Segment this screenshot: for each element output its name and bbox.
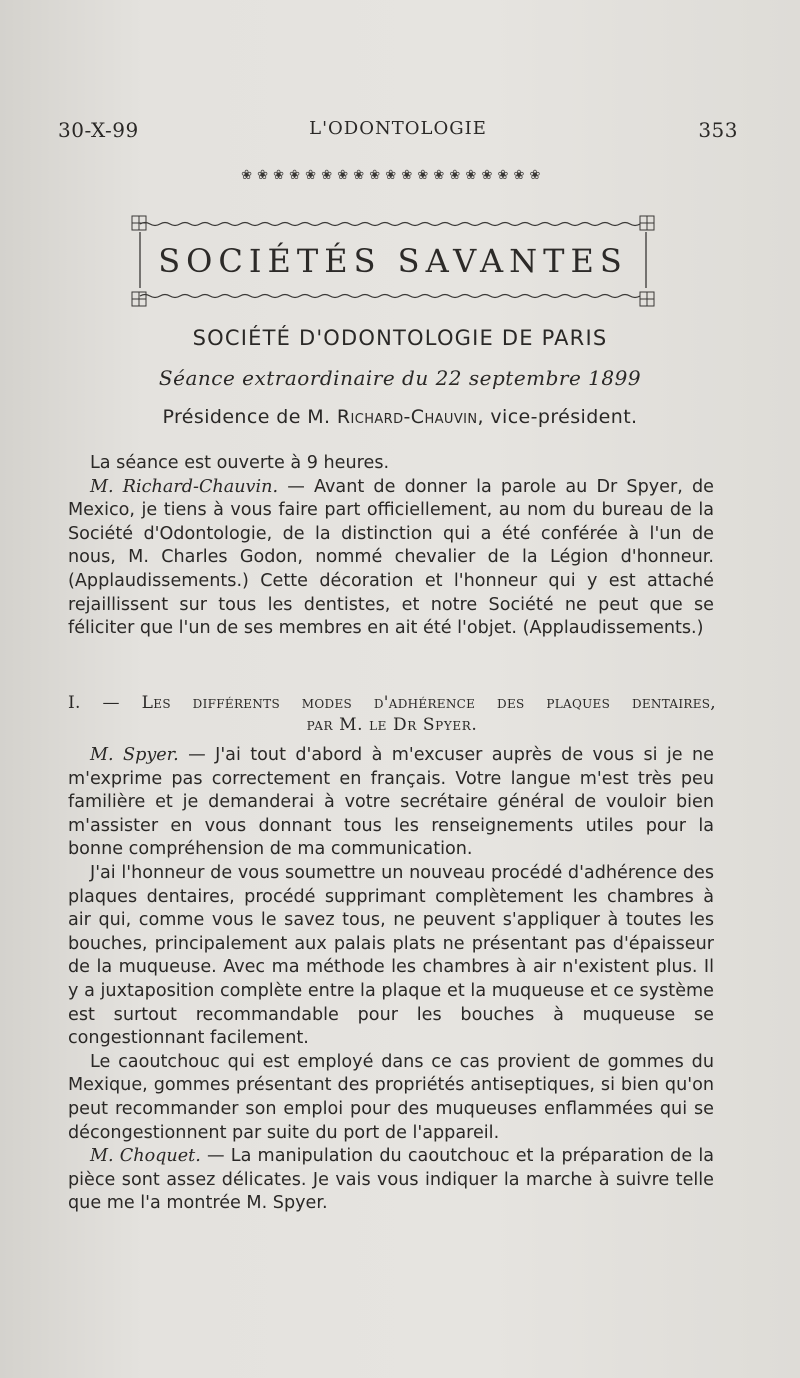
session-subtitle: Séance extraordinaire du 22 septembre 1899 [158,366,642,390]
speaker-name: M. Choquet. [90,1146,201,1167]
main-body [68,744,714,1216]
section-title: SOCIÉTÉS SAVANTES [158,242,628,280]
header-date: 30-X-99 [58,118,139,142]
presidence-line [70,406,730,428]
heading-line-2: par M. le Dr Spyer. [306,715,478,735]
section-title-frame [128,212,658,312]
presidence-suffix: , vice-président. [477,406,638,428]
speaker-name: M. Spyer. [90,745,179,765]
paragraph-text: — La manipulation du caoutchouc et la préparation de la pièce sont assez délicates. Je vais vous indiquer la marche à suivre telle que me l'a montrée M. Spyer. [68,1146,714,1214]
communication-heading [68,692,716,736]
paragraph-text: — Avant de donner la parole au Dr Spyer, de Mexico, je tiens à vous faire part officiellement, au nom du bureau de la Société d'Odontologie, de la distinction qui a été conférée à l'un de nous, M. Charles Godon, nommé chevalier de la Légion d'honneur. (Applaudissements.) Cette décoration et l'honneur qui y est attaché rejaillissent sur tous les dentistes, et notre Société ne peut que se féliciter que l'un de ses membres en ait été l'objet. (Applaudissements.) [68,476,714,639]
society-heading: SOCIÉTÉ D'ODONTOLOGIE DE PARIS [192,326,608,350]
paragraph-spyer [68,744,714,862]
paragraph-text: — J'ai tout d'abord à m'excuser auprès de vous si je ne m'exprime pas correctement en français. Votre langue m'est très peu familière et je demanderai à votre secrétaire général de vouloir bien m'assister en vous donnant tous les renseignements utiles pour la bonne compréhension de ma communication. [68,745,714,860]
heading-line-1: I. — Les différents modes d'adhérence des plaques dentaires, [68,693,716,713]
ornament-band: ❀ ❀ ❀ ❀ ❀ ❀ ❀ ❀ ❀ ❀ ❀ ❀ ❀ ❀ ❀ ❀ ❀ ❀ ❀ [241,168,541,183]
journal-title: L'ODONTOLOGIE [309,118,487,139]
president-name: Richard-Chauvin [336,406,478,428]
paragraph-richard-chauvin [68,476,714,641]
paragraph-choquet [68,1145,714,1216]
opening-section [68,452,714,641]
presidence-prefix: Présidence de M. [162,406,337,428]
paragraph-procede: J'ai l'honneur de vous soumettre un nouveau procédé d'adhérence des plaques dentaires, procédé supprimant complètement les chambres à air qui, comme vous le savez tous, ne peuvent s'appliquer à toutes les bouches, principalement aux palais plats ne présentant pas d'épaisseur de la muqueuse. Avec ma méthode les chambres à air n'existent plus. Il y a juxtaposition complète entre la plaque et la muqueuse et ce système est surtout recommandable pour les bouches à muqueuse se congestionnant facilement. [68,862,714,1049]
opening-line: La séance est ouverte à 9 heures. [90,453,390,473]
page-number: 353 [698,118,738,142]
paragraph-caoutchouc: Le caoutchouc qui est employé dans ce cas provient de gommes du Mexique, gommes présentant des propriétés antiseptiques, si bien qu'on peut recommander son emploi pour des muqueuses enflammées qui se décongestionnent par suite du port de l'appareil. [68,1051,714,1143]
speaker-name: M. Richard-Chauvin. [90,476,279,497]
running-header [58,118,738,148]
